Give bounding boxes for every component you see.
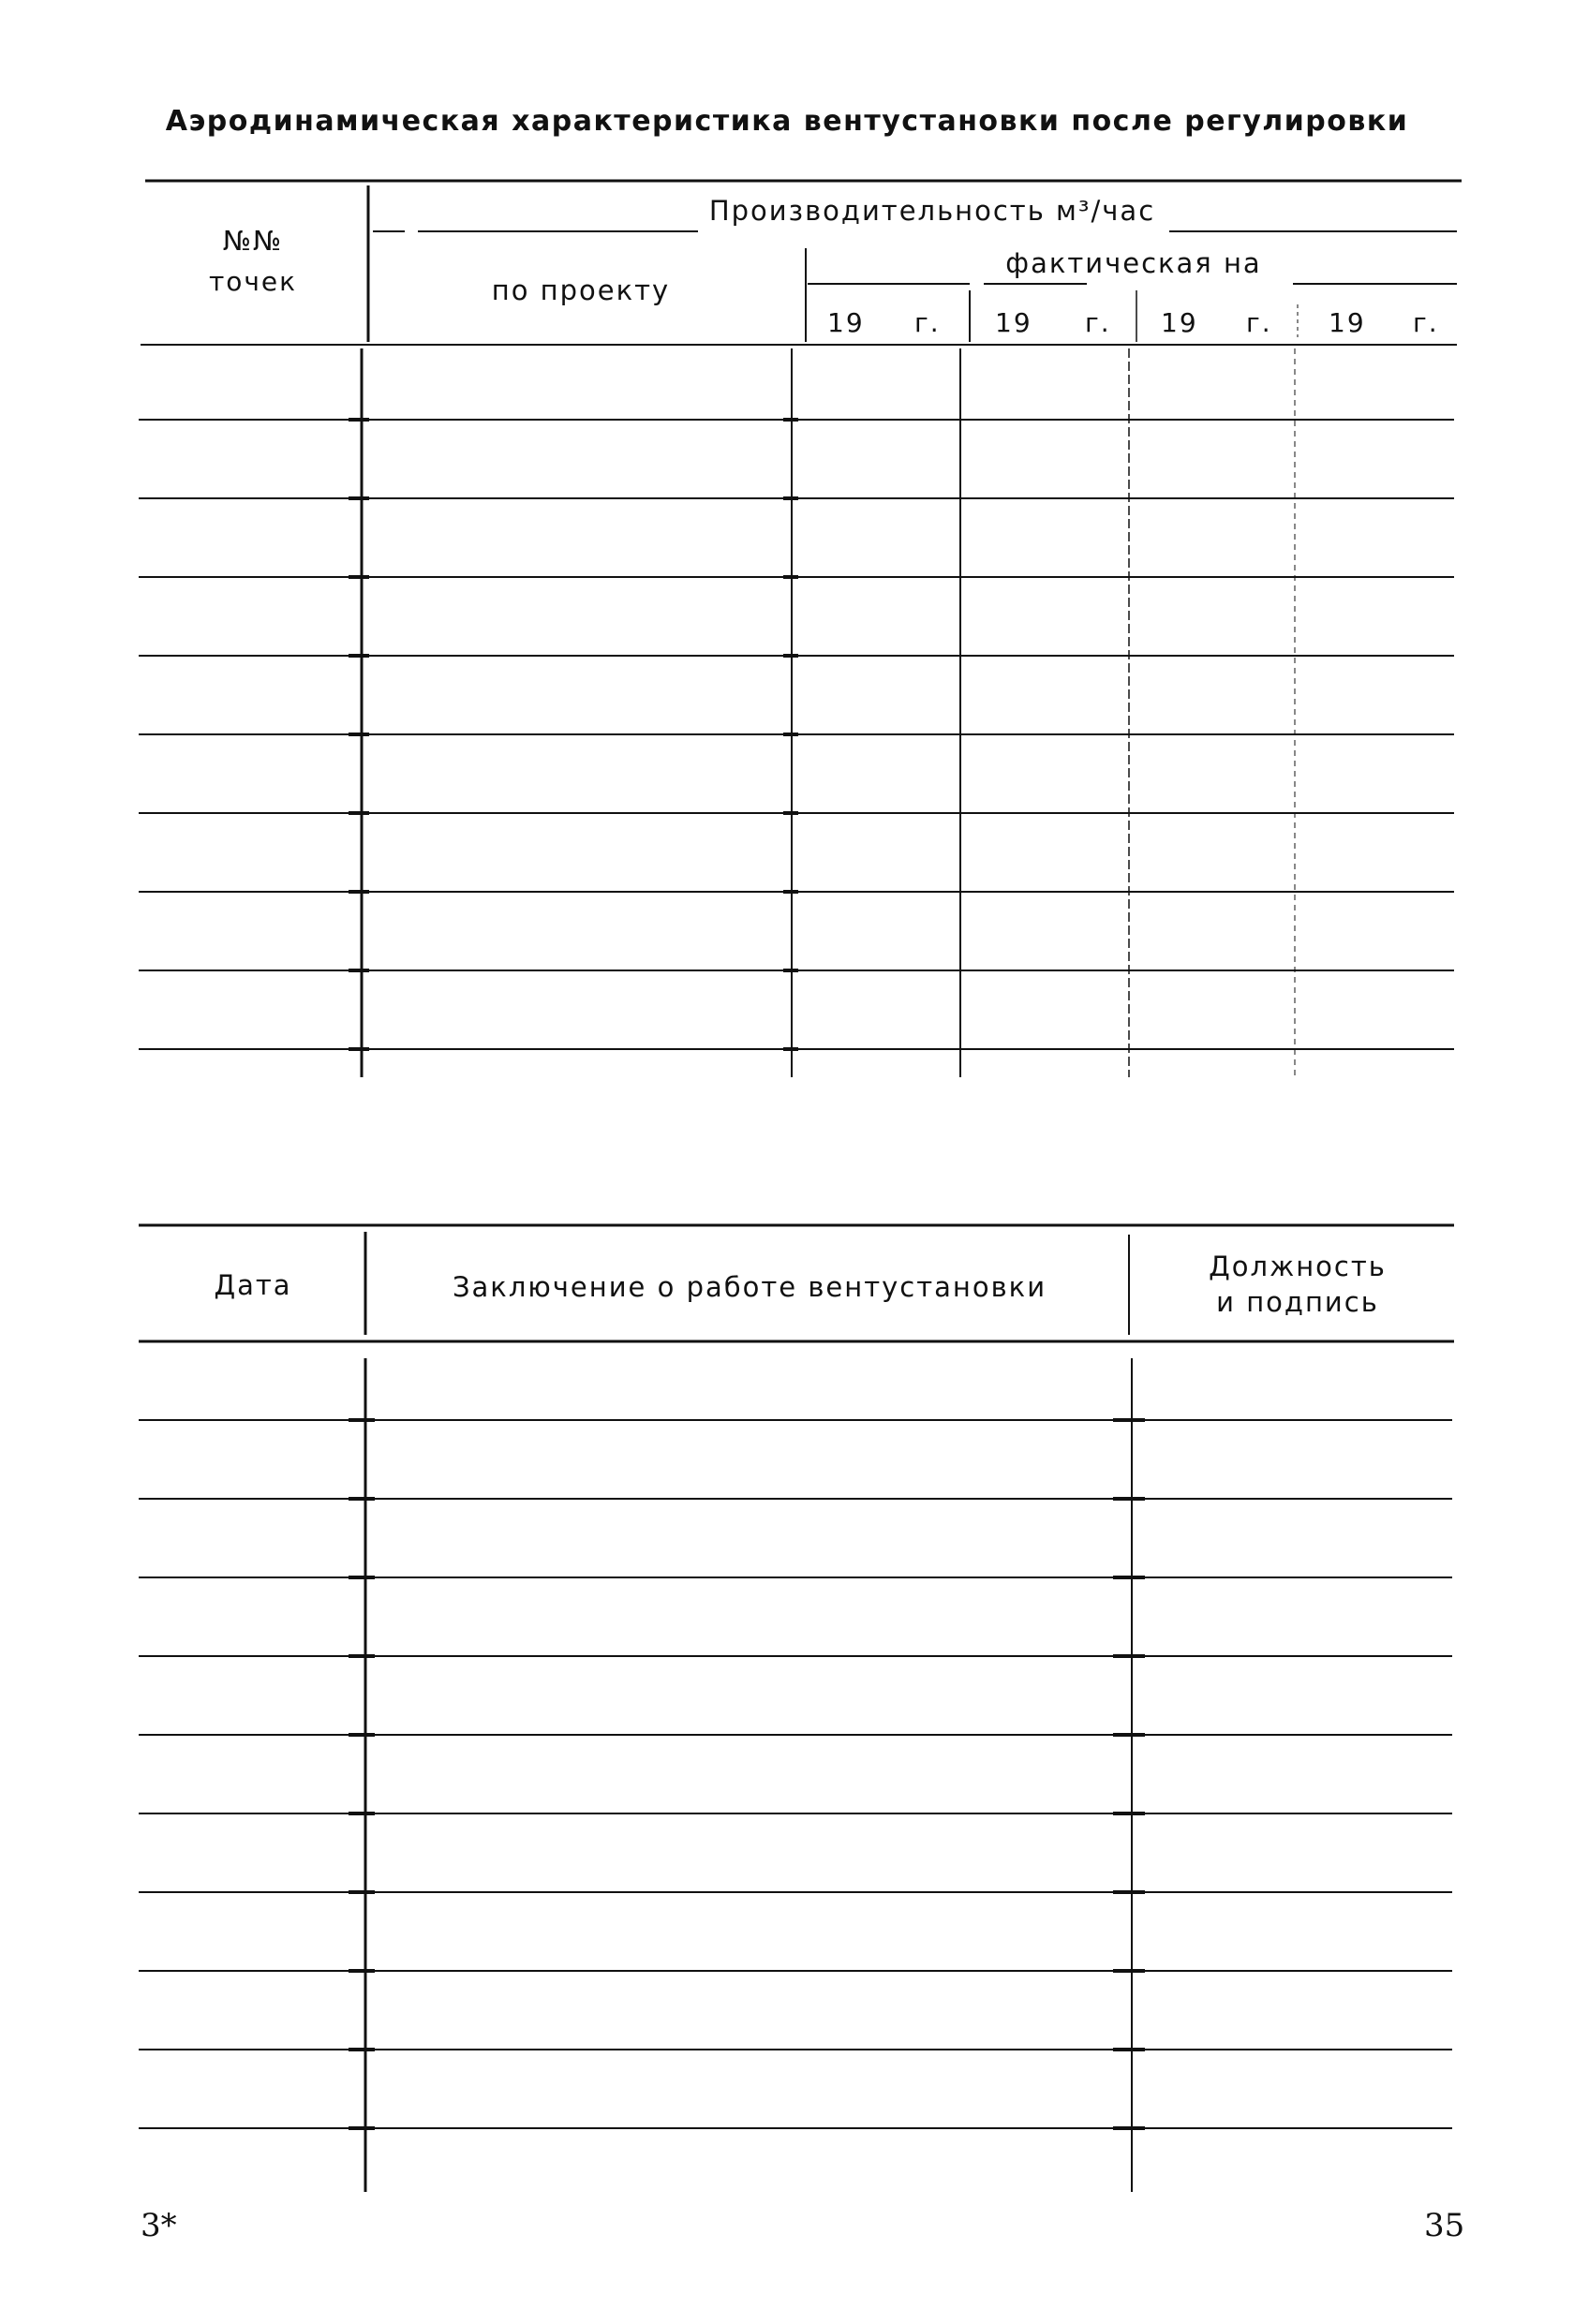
page-number: 35	[1424, 2207, 1465, 2244]
points-header-line1: №№	[222, 225, 284, 257]
year-col-4-suffix: г.	[1413, 307, 1439, 338]
actual-header: фактическая на	[1005, 247, 1262, 279]
position-header-line1: Должность	[1209, 1251, 1387, 1282]
capacity-header: Производительность м³/час	[708, 195, 1156, 227]
conclusion-header: Заключение о работе вентустановки	[452, 1271, 1047, 1303]
year-col-1-prefix: 19	[827, 307, 865, 338]
year-col-2-suffix: г.	[1085, 307, 1111, 338]
year-col-3-suffix: г.	[1246, 307, 1272, 338]
year-col-3-prefix: 19	[1161, 307, 1198, 338]
design-header: по проекту	[491, 274, 671, 306]
position-header-line2: и подпись	[1216, 1286, 1379, 1318]
year-col-4-prefix: 19	[1329, 307, 1366, 338]
signature-mark: 3*	[141, 2207, 177, 2244]
year-col-1-suffix: г.	[914, 307, 941, 338]
date-header: Дата	[214, 1269, 292, 1301]
year-col-2-prefix: 19	[995, 307, 1032, 338]
points-header-line2: точек	[208, 266, 298, 297]
page-title: Аэродинамическая характеристика вентустановки после регулировки	[165, 105, 1409, 138]
